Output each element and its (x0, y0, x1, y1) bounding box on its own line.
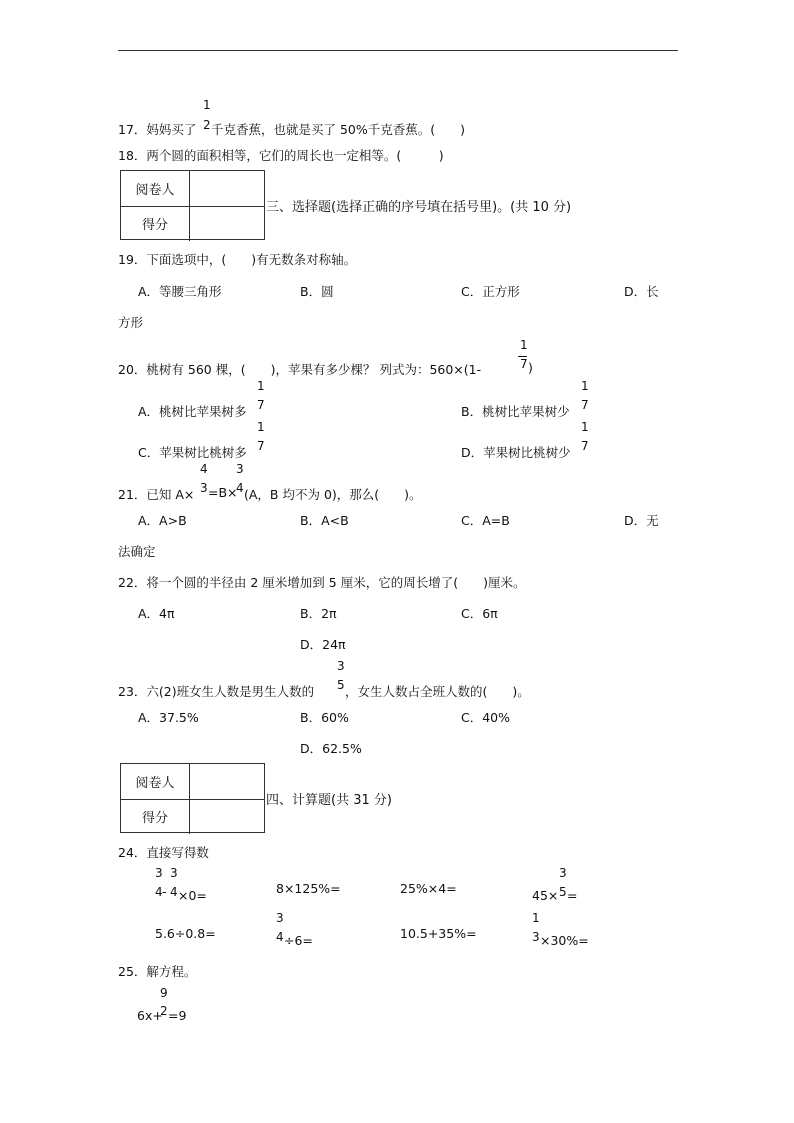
q21-suffix: (A，B 均不为 0)，那么( )。 (244, 487, 422, 502)
q20-option-a: A．桃树比苹果树多 (138, 404, 247, 419)
q19-stem: 19．下面选项中，( )有无数条对称轴。 (118, 252, 357, 267)
q22-stem: 22．将一个圆的半径由 2 厘米增加到 5 厘米，它的周长增了( )厘米。 (118, 575, 526, 590)
q23-suffix: ，女生人数占全班人数的( )。 (345, 684, 530, 699)
q20-stem-numerator: 1 (520, 338, 528, 352)
q25-prefix: 6x+ (137, 1008, 163, 1023)
q23-numerator: 3 (337, 659, 345, 673)
q21-option-d-cont: 法确定 (118, 544, 156, 559)
expr-7: 10.5+35%= (400, 926, 477, 941)
q20-stem-end: ) (528, 360, 533, 375)
q22-option-d: D．24π (300, 637, 346, 652)
q21-den2: 4 (236, 481, 244, 495)
q21-option-c: C．A=B (461, 513, 510, 528)
section-3-title: 三、选择题(选择正确的序号填在括号里)。(共 10 分) (266, 200, 572, 215)
q20-stem: 20．桃树有 560 棵，( )，苹果有多少棵？ 列式为：560×(1- (118, 362, 482, 377)
q19-option-a: A．等腰三角形 (138, 284, 222, 299)
e1-minus: - (162, 884, 167, 899)
q20-b-numerator: 1 (581, 379, 589, 393)
q25-denominator: 2 (160, 1004, 168, 1018)
q21-option-d: D．无 (624, 513, 659, 528)
q23-option-b: B．60% (300, 710, 349, 725)
q25-numerator: 9 (160, 986, 168, 1000)
e1-den2: 4 (170, 885, 178, 899)
q23-option-c: C．40% (461, 710, 511, 725)
q19-option-b: B．圆 (300, 284, 334, 299)
q22-option-a: A．4π (138, 606, 175, 621)
e8-den: 3 (532, 930, 540, 944)
expr-5: 5.6÷0.8= (155, 926, 216, 941)
q22-option-b: B．2π (300, 606, 337, 621)
score-label: 得分 (121, 206, 190, 241)
q17-denominator: 2 (203, 118, 211, 132)
e4-prefix: 45× (532, 888, 559, 903)
q22-option-c: C．6π (461, 606, 498, 621)
q20-c-denominator: 7 (257, 439, 265, 453)
q21-prefix: 21．已知 A× (118, 487, 195, 502)
header-rule (118, 50, 678, 51)
reviewer-label: 阅卷人 (121, 171, 190, 206)
q20-option-b: B．桃树比苹果树少 (461, 404, 570, 419)
e1-suffix: ×0= (178, 888, 207, 903)
q23-denominator: 5 (337, 678, 345, 692)
q20-stem-denominator: 7 (520, 357, 528, 371)
q23-prefix: 23．六(2)班女生人数是男生人数的 (118, 684, 315, 699)
q21-option-b: B．A<B (300, 513, 349, 528)
q20-d-numerator: 1 (581, 420, 589, 434)
expr-3: 25%×4= (400, 881, 457, 896)
q20-a-numerator: 1 (257, 379, 265, 393)
e1-num2: 3 (170, 866, 178, 880)
reviewer-label: 阅卷人 (121, 764, 190, 799)
q19-option-d: D．长 (624, 284, 659, 299)
q20-c-numerator: 1 (257, 420, 265, 434)
score-label: 得分 (121, 799, 190, 834)
q21-option-a: A．A>B (138, 513, 187, 528)
q21-mid: =B× (208, 485, 238, 500)
q17-suffix: 千克香蕉，也就是买了 50%千克香蕉。( ) (211, 122, 466, 137)
q24-stem: 24．直接写得数 (118, 845, 209, 860)
q20-a-denominator: 7 (257, 398, 265, 412)
q25-suffix: =9 (168, 1008, 187, 1023)
e1-den1: 4 (155, 885, 163, 899)
q20-d-denominator: 7 (581, 439, 589, 453)
q17-numerator: 1 (203, 98, 211, 112)
expr-2: 8×125%= (276, 881, 341, 896)
e8-suffix: ×30%= (540, 933, 589, 948)
e4-suffix: = (567, 888, 578, 903)
q21-num1: 4 (200, 462, 208, 476)
q23-option-d: D．62.5% (300, 741, 362, 756)
e4-num: 3 (559, 866, 567, 880)
q25-stem: 25．解方程。 (118, 964, 197, 979)
q20-option-c: C．苹果树比桃树多 (138, 445, 247, 460)
q21-den1: 3 (200, 481, 208, 495)
e6-suffix: ÷6= (284, 933, 313, 948)
grader-table-1 (120, 170, 265, 240)
e1-num1: 3 (155, 866, 163, 880)
q20-b-denominator: 7 (581, 398, 589, 412)
q19-option-c: C．正方形 (461, 284, 520, 299)
q20-option-d: D．苹果树比桃树少 (461, 445, 571, 460)
e8-num: 1 (532, 911, 540, 925)
q21-num2: 3 (236, 462, 244, 476)
q17-prefix: 17．妈妈买了 (118, 122, 197, 137)
q19-option-d-cont: 方形 (118, 315, 144, 330)
q23-option-a: A．37.5% (138, 710, 199, 725)
e6-den: 4 (276, 930, 284, 944)
section-4-title: 四、计算题(共 31 分) (266, 793, 392, 808)
grader-table-2 (120, 763, 265, 833)
e6-num: 3 (276, 911, 284, 925)
e4-den: 5 (559, 885, 567, 899)
question-18: 18．两个圆的面积相等，它们的周长也一定相等。( ) (118, 148, 444, 163)
